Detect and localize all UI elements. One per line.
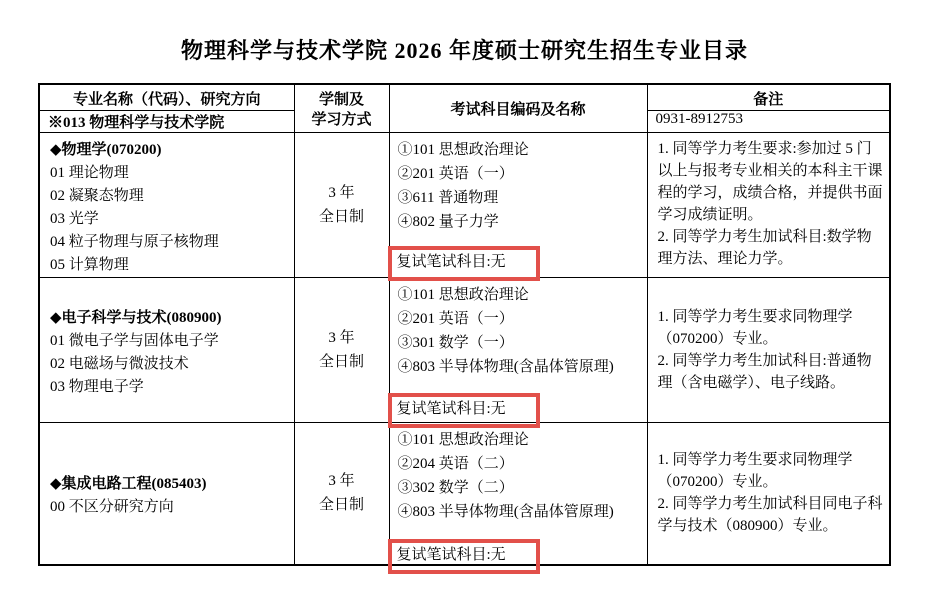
duration-mode: 全日制 (318, 208, 364, 225)
subject-item: ②204 英语（二） (397, 455, 514, 472)
duration-cell (294, 132, 389, 277)
duration-mode: 全日制 (318, 497, 364, 514)
major-cell-physics (39, 132, 294, 277)
duration-mode: 全日制 (318, 353, 364, 370)
header-major-column: 专业名称（代码）、研究方向 (39, 84, 294, 110)
major-name: ◆集成电路工程(085403) (50, 476, 207, 493)
header-duration-line1: 学制及 (318, 91, 364, 108)
direction-item: 04 粒子物理与原子核物理 (50, 233, 219, 250)
subject-item: ③302 数学（二） (397, 479, 514, 496)
major-name: ◆物理学(070200) (50, 141, 162, 158)
remarks-cell (647, 277, 890, 422)
remark-item: 1. 同等学力考生要求:参加过 5 门以上与报考专业相关的本科主干课程的学习，成绩合格，并提供书面学习成绩证明。 (657, 140, 883, 223)
direction-item: 03 光学 (50, 210, 99, 227)
subject-item: ④803 半导体物理(含晶体管原理) (397, 503, 614, 520)
remark-item: 2. 同等学力考生加试科目:数学物理方法、理论力学。 (657, 228, 872, 267)
remarks-cell (647, 422, 890, 565)
remark-item: 1. 同等学力考生要求同物理学（070200）专业。 (657, 308, 853, 347)
college-code-label: ※013 物理科学与技术学院 (39, 110, 294, 132)
major-cell-electronics (39, 277, 294, 422)
duration-cell (294, 422, 389, 565)
duration-years: 3 年 (328, 184, 355, 201)
duration-years: 3 年 (328, 473, 355, 490)
subject-item: ④802 量子力学 (397, 213, 499, 230)
contact-phone: 0931-8912753 (647, 110, 890, 132)
retest-highlight-box: 复试笔试科目:无 (388, 246, 540, 281)
remark-item: 1. 同等学力考生要求同物理学（070200）专业。 (657, 452, 853, 491)
direction-item: 05 计算物理 (50, 256, 129, 273)
major-name: ◆电子科学与技术(080900) (50, 309, 222, 326)
table-row (39, 422, 890, 565)
direction-item: 01 理论物理 (50, 164, 129, 181)
page-title: 物理科学与技术学院 2026 年度硕士研究生招生专业目录 (180, 38, 748, 63)
duration-cell (294, 277, 389, 422)
remarks-cell (647, 132, 890, 277)
subject-item: ①101 思想政治理论 (397, 286, 529, 303)
header-duration-column (294, 84, 389, 132)
subject-item: ②201 英语（一） (397, 165, 514, 182)
table-row (39, 132, 890, 277)
direction-item: 00 不区分研究方向 (50, 499, 174, 516)
direction-item: 02 凝聚态物理 (50, 187, 144, 204)
retest-highlight-box: 复试笔试科目:无 (388, 539, 540, 574)
direction-item: 02 电磁场与微波技术 (50, 355, 189, 372)
subject-item: ①101 思想政治理论 (397, 431, 529, 448)
direction-item: 03 物理电子学 (50, 378, 144, 395)
subject-item: ③611 普通物理 (397, 189, 499, 206)
header-subjects-column: 考试科目编码及名称 (389, 84, 647, 132)
remark-item: 2. 同等学力考生加试科目:普通物理（含电磁学）、电子线路。 (657, 352, 872, 391)
duration-years: 3 年 (328, 329, 355, 346)
subject-item: ②201 英语（一） (397, 310, 514, 327)
header-duration-line2: 学习方式 (311, 111, 372, 128)
header-remarks-column: 备注 (647, 84, 890, 110)
major-cell-ic-engineering (39, 422, 294, 565)
table-row (39, 277, 890, 422)
subject-item: ①101 思想政治理论 (397, 141, 529, 158)
subject-item: ④803 半导体物理(含晶体管原理) (397, 358, 614, 375)
subjects-cell (389, 132, 647, 277)
remark-item: 2. 同等学力考生加试科目同电子科学与技术（080900）专业。 (657, 496, 883, 535)
subject-item: ③301 数学（一） (397, 334, 514, 351)
subjects-cell (389, 422, 647, 565)
direction-item: 01 微电子学与固体电子学 (50, 332, 219, 349)
retest-highlight-box: 复试笔试科目:无 (388, 393, 540, 428)
admission-catalog-table (38, 83, 889, 566)
subjects-cell (389, 277, 647, 422)
